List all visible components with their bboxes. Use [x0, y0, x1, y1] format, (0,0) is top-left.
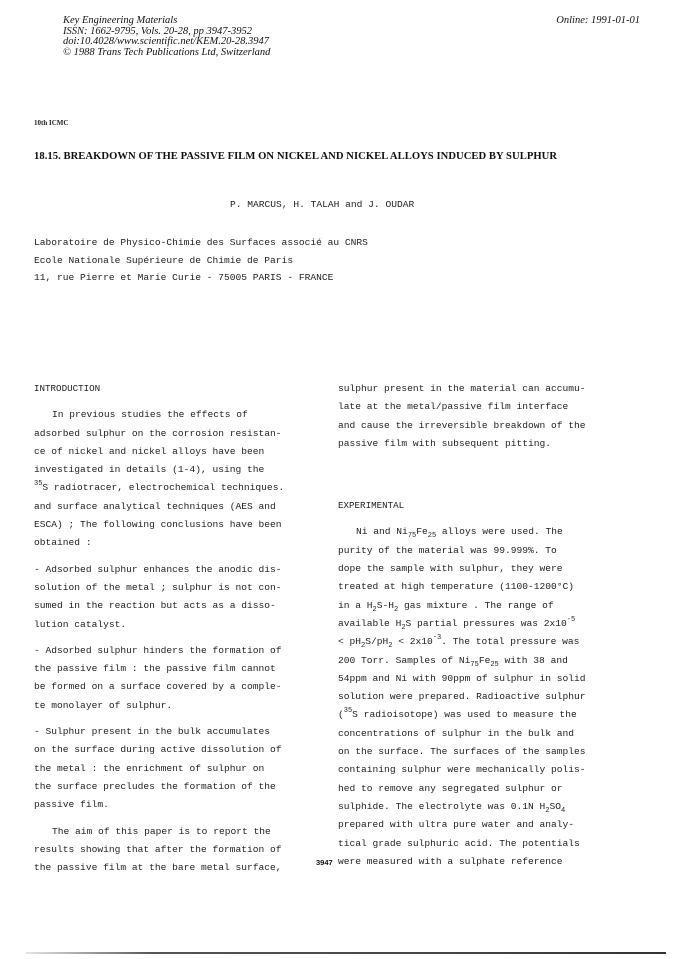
copyright: © 1988 Trans Tech Publications Ltd, Switzerland — [63, 46, 271, 58]
bullet-line: - Sulphur present in the bulk accumulates — [34, 726, 271, 738]
text-line: dope the sample with sulphur, they were — [338, 563, 563, 575]
text-line: on the surface. The surfaces of the samples — [338, 746, 586, 758]
text-line: the passive film at the bare metal surface, — [34, 862, 282, 874]
section-heading-introduction: INTRODUCTION — [34, 383, 101, 394]
text-line: containing sulphur were mechanically polis- — [338, 764, 586, 776]
bullet-line: be formed on a surface covered by a comple- — [34, 681, 282, 693]
online-date: Online: 1991-01-01 — [556, 15, 640, 26]
text-line: 200 Torr. Samples of $Ni_{75}Fe_{25}$ with 38 and — [338, 654, 568, 669]
text-line: adsorbed sulphur on the corrosion resistan- — [34, 427, 282, 439]
affiliation-line: Ecole Nationale Supérieure de Chimie de Paris — [34, 254, 294, 266]
bullet-line: the metal : the enrichment of sulphur on — [34, 762, 265, 774]
text-line: were measured with a sulphate reference — [338, 855, 563, 867]
issn: ISSN: 1662-9795, Vols. 20-28, pp 3947-3952 — [63, 25, 252, 37]
bullet-line: solution of the metal ; sulphur is not con- — [34, 581, 282, 593]
section-heading-experimental: EXPERIMENTAL — [338, 500, 405, 512]
journal-meta — [63, 16, 270, 58]
bullet-line: on the surface during active dissolution of — [34, 744, 282, 756]
text-line: 54ppm and Ni with 90ppm of sulphur in solid — [338, 672, 586, 684]
paper-title: 18.15. BREAKDOWN OF THE PASSIVE FILM ON NICKEL AND NICKEL ALLOYS INDUCED BY SULPHUR — [34, 151, 558, 162]
left-column — [34, 380, 324, 877]
bullet-line: - Adsorbed sulphur enhances the anodic dis- — [34, 563, 282, 575]
bullet-line: the passive film : the passive film cannot — [34, 663, 276, 675]
conference-label: 10th ICMC — [34, 119, 69, 127]
text-line: concentrations of sulphur in the bulk and — [338, 727, 575, 739]
text-line: sulphide. The electrolyte was 0.1N $H_2SO_4$ — [338, 800, 566, 815]
text-line: ESCA) ; The following conclusions have been — [34, 519, 282, 531]
affiliation-line: 11, rue Pierre et Marie Curie - 75005 PARIS - FRANCE — [34, 272, 334, 283]
bullet-line: lution catalyst. — [34, 618, 127, 630]
text-line: < $pH_2S/pH_2 < 2x10^{-3}$. The total pressure was — [338, 634, 580, 651]
authors: P. MARCUS, H. TALAH and J. OUDAR — [230, 199, 415, 210]
text-line: and surface analytical techniques (AES and — [34, 500, 276, 512]
text-line: treated at high temperature (1100-1200°C) — [338, 581, 575, 593]
affiliation-line: Laboratoire de Physico-Chimie des Surfaces associé au CNRS — [34, 237, 368, 248]
right-column — [338, 380, 628, 871]
affiliation — [34, 234, 368, 287]
text-line: tical grade sulphuric acid. The potentials — [338, 837, 580, 849]
isotope-superscript: 35 — [34, 480, 43, 489]
text-line: results showing that after the formation of — [34, 843, 282, 855]
text-line: Ni and $Ni_{75}Fe_{25}$ alloys were used. The — [356, 526, 563, 541]
text-line: In previous studies the effects of — [52, 409, 248, 421]
text-line: The aim of this paper is to report the — [52, 825, 271, 837]
bullet-line: the surface precludes the formation of the — [34, 780, 276, 792]
text-line: sulphur present in the material can accumu- — [338, 383, 586, 394]
bottom-rule-divider — [26, 952, 666, 954]
text-line: purity of the material was 99.999%. To — [338, 544, 557, 556]
text-line: late at the metal/passive film interface — [338, 401, 569, 413]
bullet-line: te monolayer of sulphur. — [34, 699, 173, 711]
text-line: and cause the irreversible breakdown of the — [338, 419, 586, 431]
bullet-line: - Adsorbed sulphur hinders the formation of — [34, 644, 282, 656]
text-line: available $H_2S$ partial pressures was $2x10^{-5}$ — [338, 615, 576, 632]
page-number: 3947 — [316, 858, 333, 867]
text-line: ce of nickel and nickel alloys have been — [34, 445, 265, 457]
bullet-line: sumed in the reaction but acts as a disso- — [34, 600, 276, 612]
text-line: in a $H_2S-H_2$ gas mixture . The range of — [338, 599, 554, 614]
text-line: $^{35}$S radiotracer, electrochemical techniques. — [34, 480, 285, 494]
text-line: passive film with subsequent pitting. — [338, 437, 552, 449]
text-line: solution were prepared. Radioactive sulphur — [338, 691, 586, 703]
journal-name: Key Engineering Materials — [63, 15, 178, 26]
doi: doi:10.4028/www.scientific.net/KEM.20-28.3947 — [63, 36, 269, 48]
text-line: investigated in details (1-4), using the — [34, 464, 265, 476]
text-line: obtained : — [34, 537, 92, 549]
text-line: prepared with ultra pure water and analy- — [338, 819, 575, 831]
text-line: ($^{35}$S radioisotope) was used to measure the — [338, 707, 577, 721]
text-line: hed to remove any segregated sulphur or — [338, 782, 563, 794]
bullet-line: passive film. — [34, 799, 109, 811]
